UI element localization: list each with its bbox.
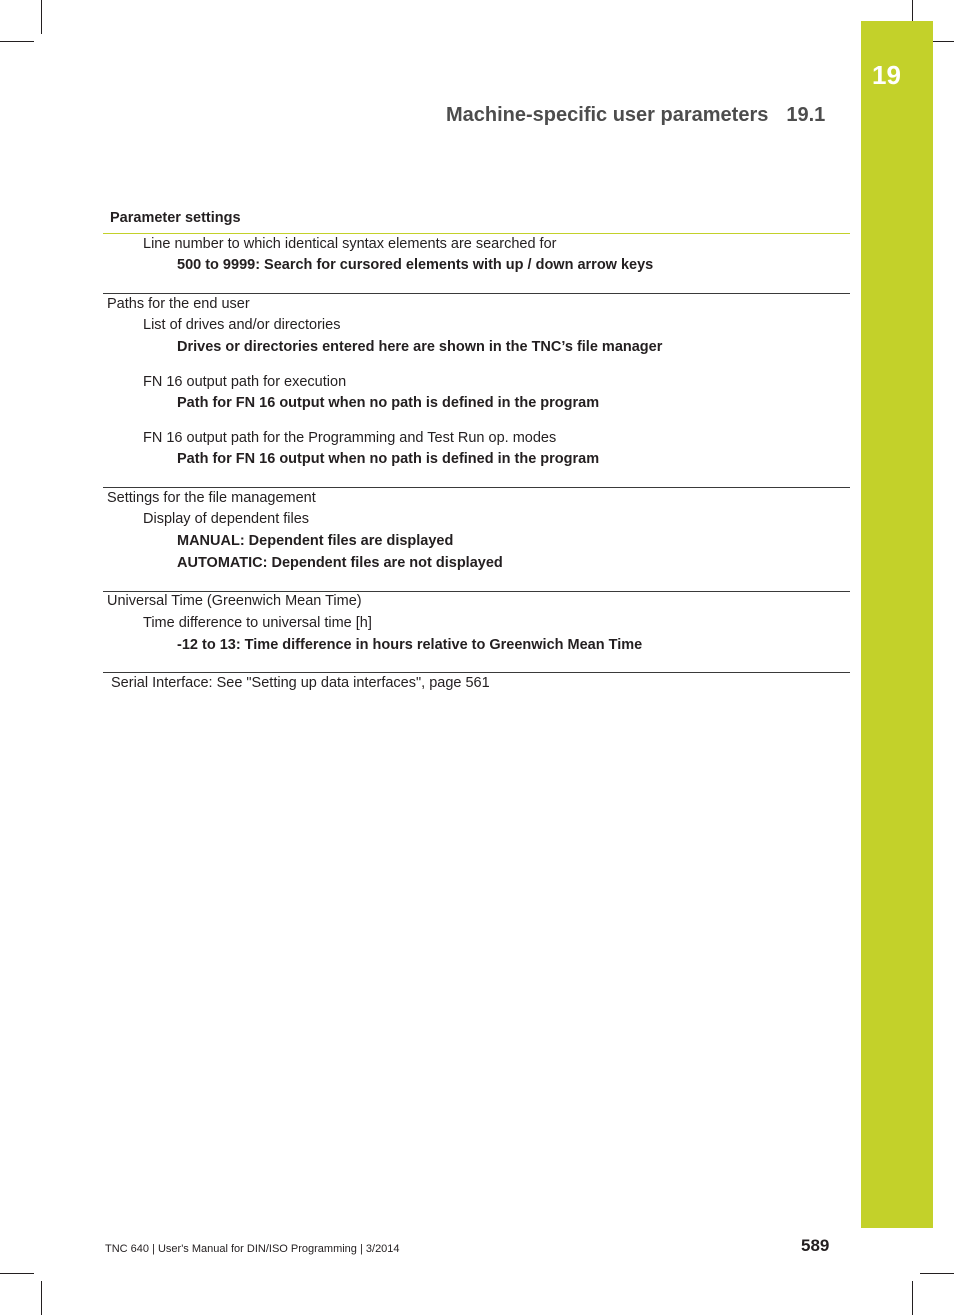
parameter-description: List of drives and/or directories (143, 317, 341, 333)
parameter-value: Path for FN 16 output when no path is defined in the program (177, 395, 600, 411)
chapter-number: 19 (872, 60, 901, 90)
crop-mark (41, 1281, 42, 1315)
chapter-tab (861, 21, 933, 1228)
parameter-description: Time difference to universal time [h] (143, 615, 372, 631)
parameter-group: Universal Time (Greenwich Mean Time) (107, 593, 362, 609)
parameter-description: Display of dependent files (143, 511, 310, 527)
row-divider (103, 293, 850, 294)
crop-mark (912, 1281, 913, 1315)
section-number: 19.1 (786, 104, 826, 126)
parameter-description: FN 16 output path for the Programming and Test Run op. modes (143, 430, 557, 446)
row-divider (103, 591, 850, 592)
running-head (446, 104, 825, 127)
row-divider (103, 672, 850, 673)
table-heading: Parameter settings (110, 210, 241, 226)
row-divider (103, 487, 850, 488)
parameter-group: Settings for the file management (107, 490, 316, 506)
parameter-value: Path for FN 16 output when no path is defined in the program (177, 451, 600, 467)
footer-text: TNC 640 | User's Manual for DIN/ISO Programming | 3/2014 (105, 1243, 400, 1255)
crop-mark (920, 1273, 954, 1274)
heading-rule (103, 233, 850, 234)
cross-reference: Serial Interface: See "Setting up data interfaces", page 561 (111, 675, 490, 691)
parameter-value: Drives or directories entered here are shown in the TNC’s file manager (177, 339, 663, 355)
parameter-group: Paths for the end user (107, 296, 250, 312)
parameter-value: -12 to 13: Time difference in hours relative to Greenwich Mean Time (177, 637, 643, 653)
parameter-value: MANUAL: Dependent files are displayed (177, 533, 454, 549)
parameter-value: 500 to 9999: Search for cursored elements with up / down arrow keys (177, 257, 654, 273)
crop-mark (0, 41, 34, 42)
parameter-description: FN 16 output path for execution (143, 374, 347, 390)
page-number: 589 (801, 1236, 830, 1255)
parameter-description: Line number to which identical syntax elements are searched for (143, 236, 557, 252)
crop-mark (41, 0, 42, 34)
crop-mark (0, 1273, 34, 1274)
section-title: Machine-specific user parameters (446, 104, 769, 126)
parameter-value: AUTOMATIC: Dependent files are not displayed (177, 555, 503, 571)
